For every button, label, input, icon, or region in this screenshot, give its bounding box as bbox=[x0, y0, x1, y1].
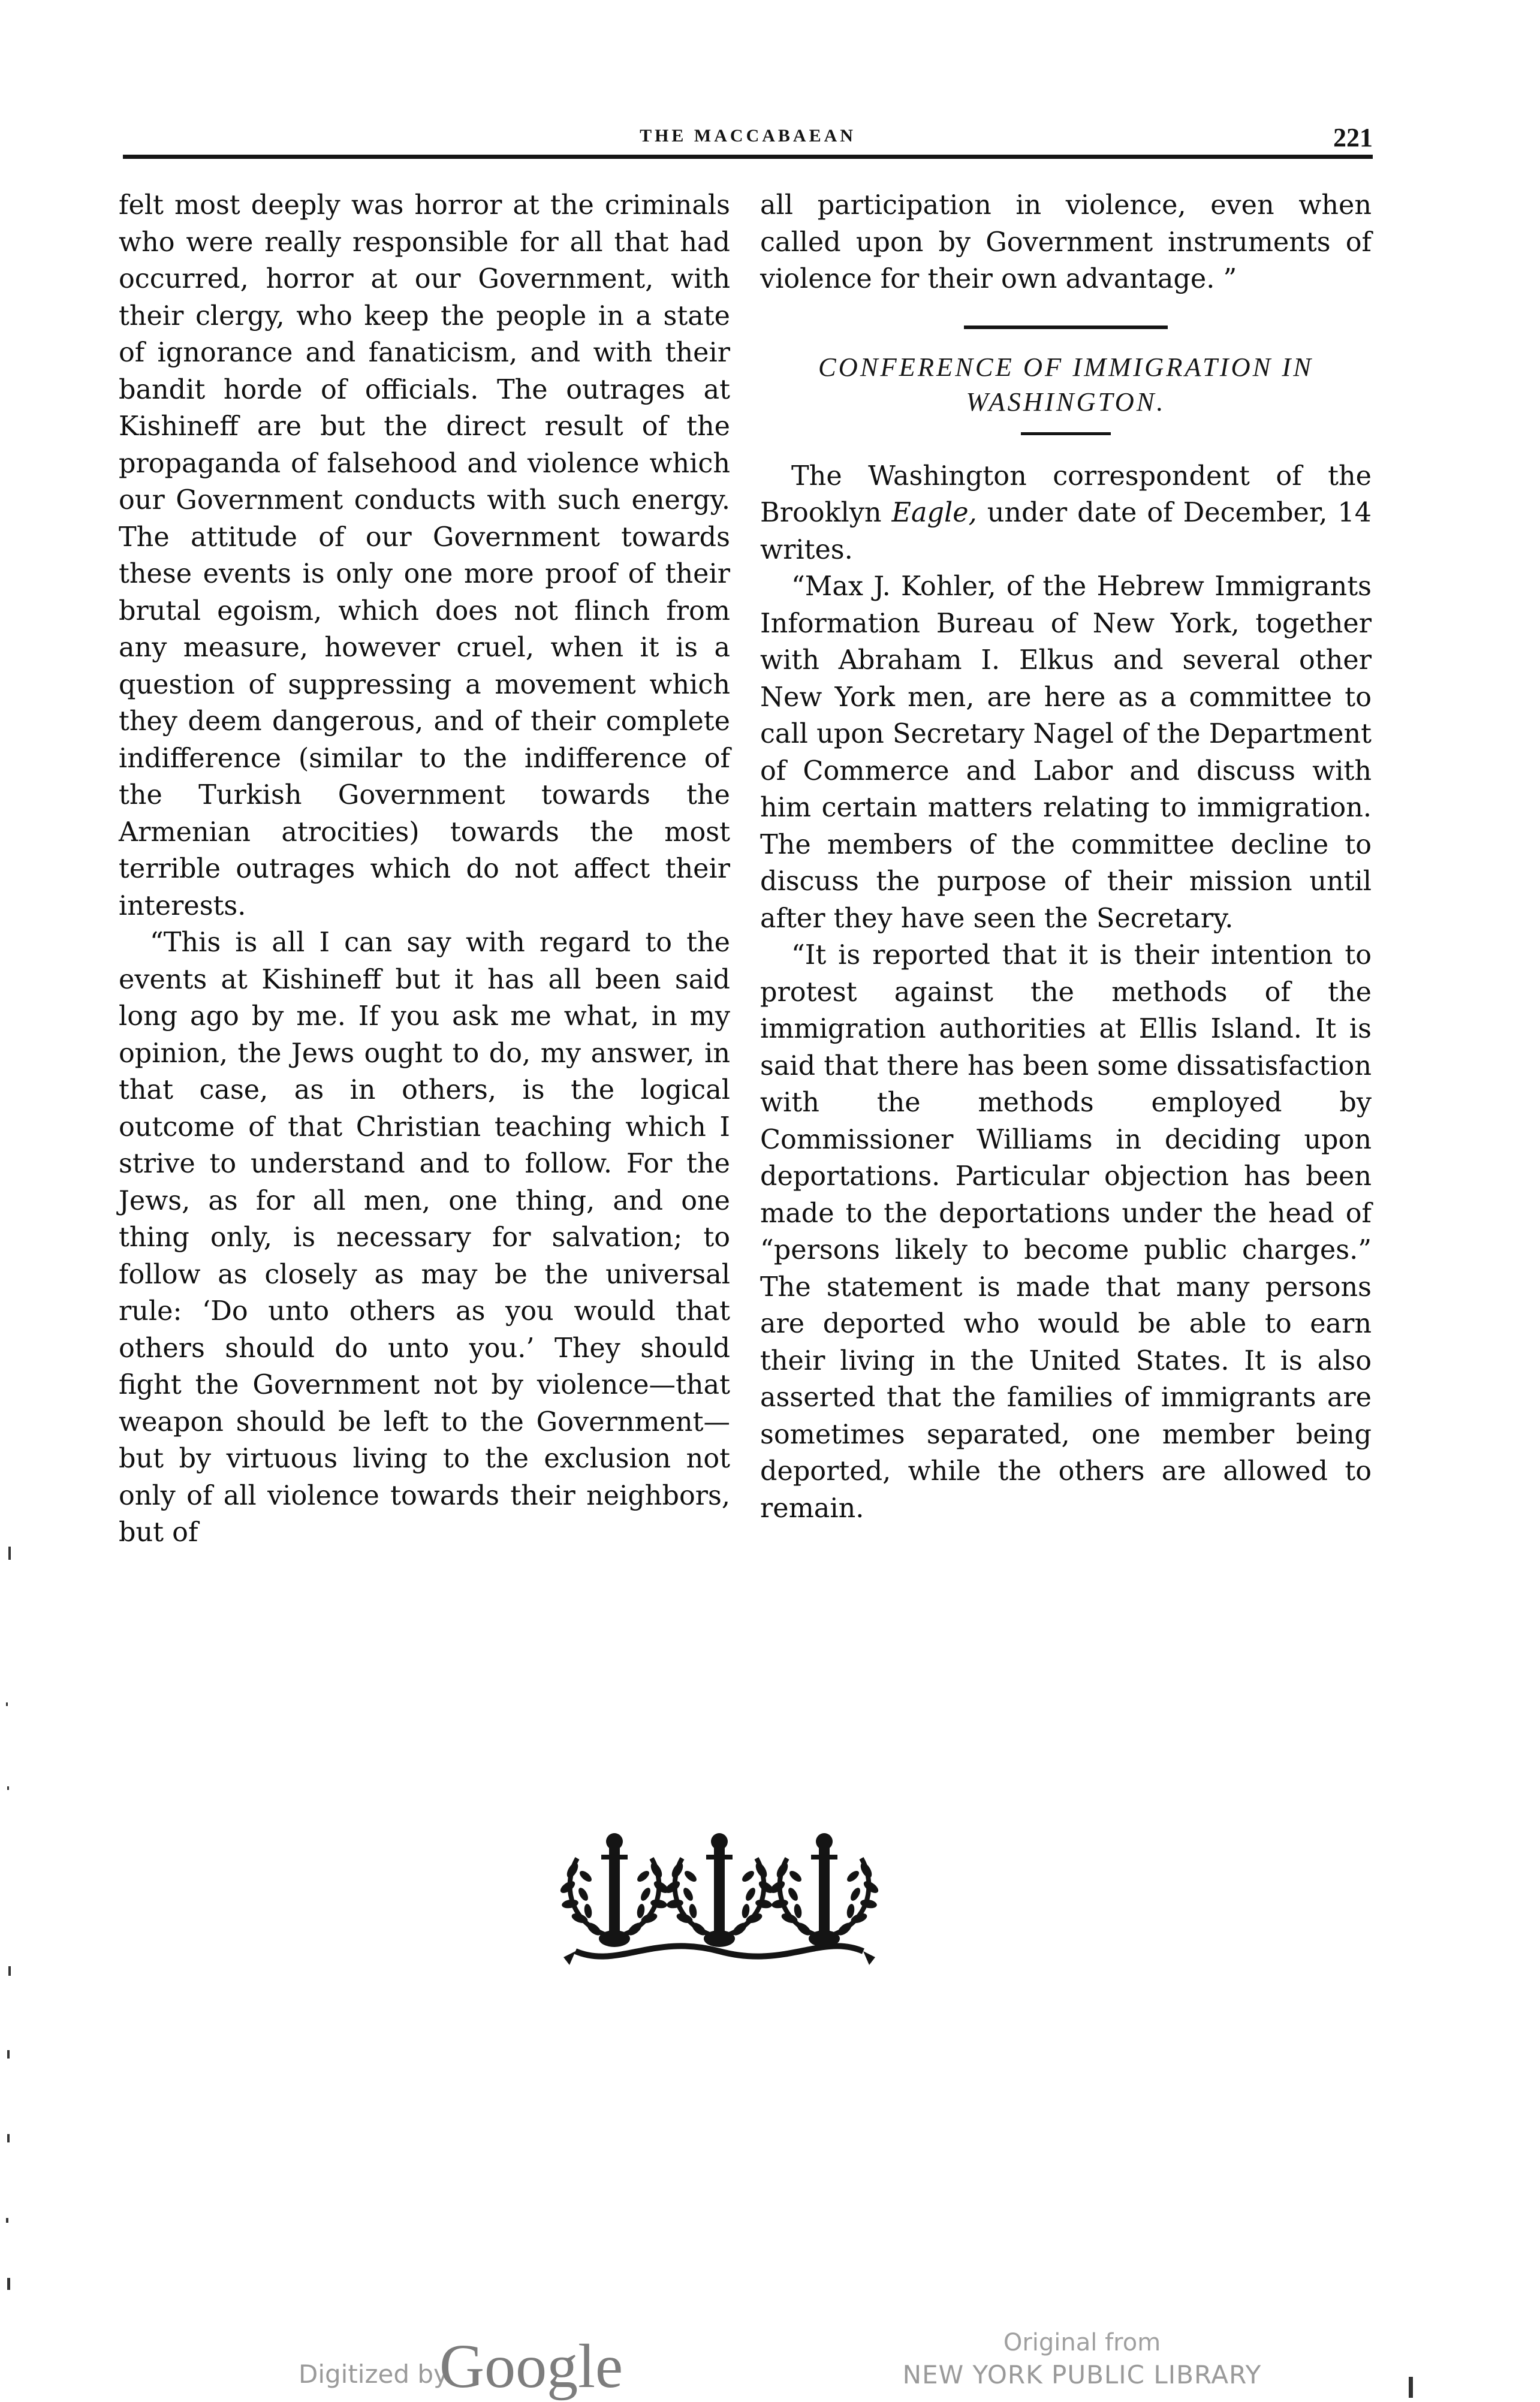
title-divider bbox=[1021, 432, 1111, 435]
article-paragraph: “Max J. Kohler, of the Hebrew Immigrants Information Bureau of New York, together with Abraham I. Elkus and several other New York men, are here as a committee to call upon Secretary Nagel of the Department of Commerce and Labor and discuss with him certain matters relating to immigration. The members of the committee decline to discuss the purpose of their mission until after they have seen the Secretary. bbox=[760, 571, 1372, 934]
article-paragraph-continued: all participation in violence, even when called upon by Government instruments of violence for their own advantage. ” bbox=[760, 190, 1372, 294]
scan-speck bbox=[7, 2134, 10, 2142]
section-title-line: CONFERENCE OF IMMIGRATION IN bbox=[818, 351, 1313, 382]
header-rule bbox=[123, 155, 1373, 159]
section-title-line: WASHINGTON. bbox=[966, 386, 1166, 417]
left-column bbox=[119, 187, 730, 1551]
page-header bbox=[123, 123, 1373, 156]
library-name: NEW YORK PUBLIC LIBRARY bbox=[902, 2360, 1262, 2389]
intro-text: under date of December, 14 writes. bbox=[760, 498, 1372, 565]
wreath-ornament-icon bbox=[551, 1828, 887, 1972]
scan-speck bbox=[6, 1702, 8, 1706]
section-title bbox=[760, 349, 1372, 419]
google-logo: Google bbox=[439, 2332, 623, 2401]
scan-speck bbox=[7, 2050, 10, 2059]
newspaper-name: Eagle, bbox=[891, 498, 977, 528]
digitized-by-label: Digitized by bbox=[299, 2359, 448, 2389]
intro-paragraph bbox=[760, 458, 1372, 569]
original-from-label: Original from bbox=[1003, 2329, 1161, 2356]
scan-speck bbox=[8, 1547, 11, 1560]
article-paragraph-continued: felt most deeply was horror at the criminals who were really responsible for all that had occurred, horror at our Government, with their clergy, who keep the people in a state of ignorance and fanaticism, and with their bandit horde of officials. The outrages at Kishineff are but the direct result of the propaganda of falsehood and violence which our Government conducts with such energy. The attitude of our Government towards these events is only one more proof of their brutal egoism, which does not flinch from any measure, however cruel, when it is a question of suppressing a movement which they deem dangerous, and of their complete indifference (similar to the indifference of the Turkish Government towards the Armenian atrocities) towards the most terrible outrages which do not affect their interests. bbox=[119, 190, 730, 921]
library-watermark bbox=[857, 2327, 1307, 2392]
page-number: 221 bbox=[1333, 123, 1373, 152]
article-paragraph: “This is all I can say with regard to the events at Kishineff but it has all been said long ago by me. If you ask me what, in my opinion, the Jews ought to do, my answer, in that case, as in others, is the logical outcome of that Christian teaching which I strive to understand and to follow. For the Jews, as for all men, one thing, and one thing only, is necessary for salvation; to follow as closely as may be the universal rule: ‘Do unto others as you would that others should do unto you.’ They should fight the Government not by violence—that weapon should be left to the Government—but by virtuous living to the exclusion not only of all violence towards their neighbors, but of bbox=[119, 927, 730, 1548]
intro-text: The Washington correspondent of the Brooklyn bbox=[760, 460, 1372, 528]
running-title: THE MACCABAEAN bbox=[640, 126, 856, 146]
scan-speck bbox=[8, 1966, 11, 1976]
scan-speck bbox=[1409, 2377, 1413, 2398]
scan-speck bbox=[7, 1786, 9, 1790]
scan-speck bbox=[6, 2218, 8, 2223]
article-paragraph: “It is reported that it is their intention to protest against the methods of the immigration authorities at Ellis Island. It is said that there has been some dissatisfaction with the methods employed by Commissioner Williams in deciding upon deportations. Particular objection has been made to the deportations under the head of “persons likely to become public charges.” The statement is made that many persons are deported who would be able to earn their living in the United States. It is also asserted that the families of immigrants are sometimes separated, one member being deported, while the others are allowed to remain. bbox=[760, 940, 1372, 1524]
right-column bbox=[760, 187, 1372, 1527]
scan-speck bbox=[7, 2278, 10, 2290]
section-divider bbox=[964, 326, 1168, 329]
